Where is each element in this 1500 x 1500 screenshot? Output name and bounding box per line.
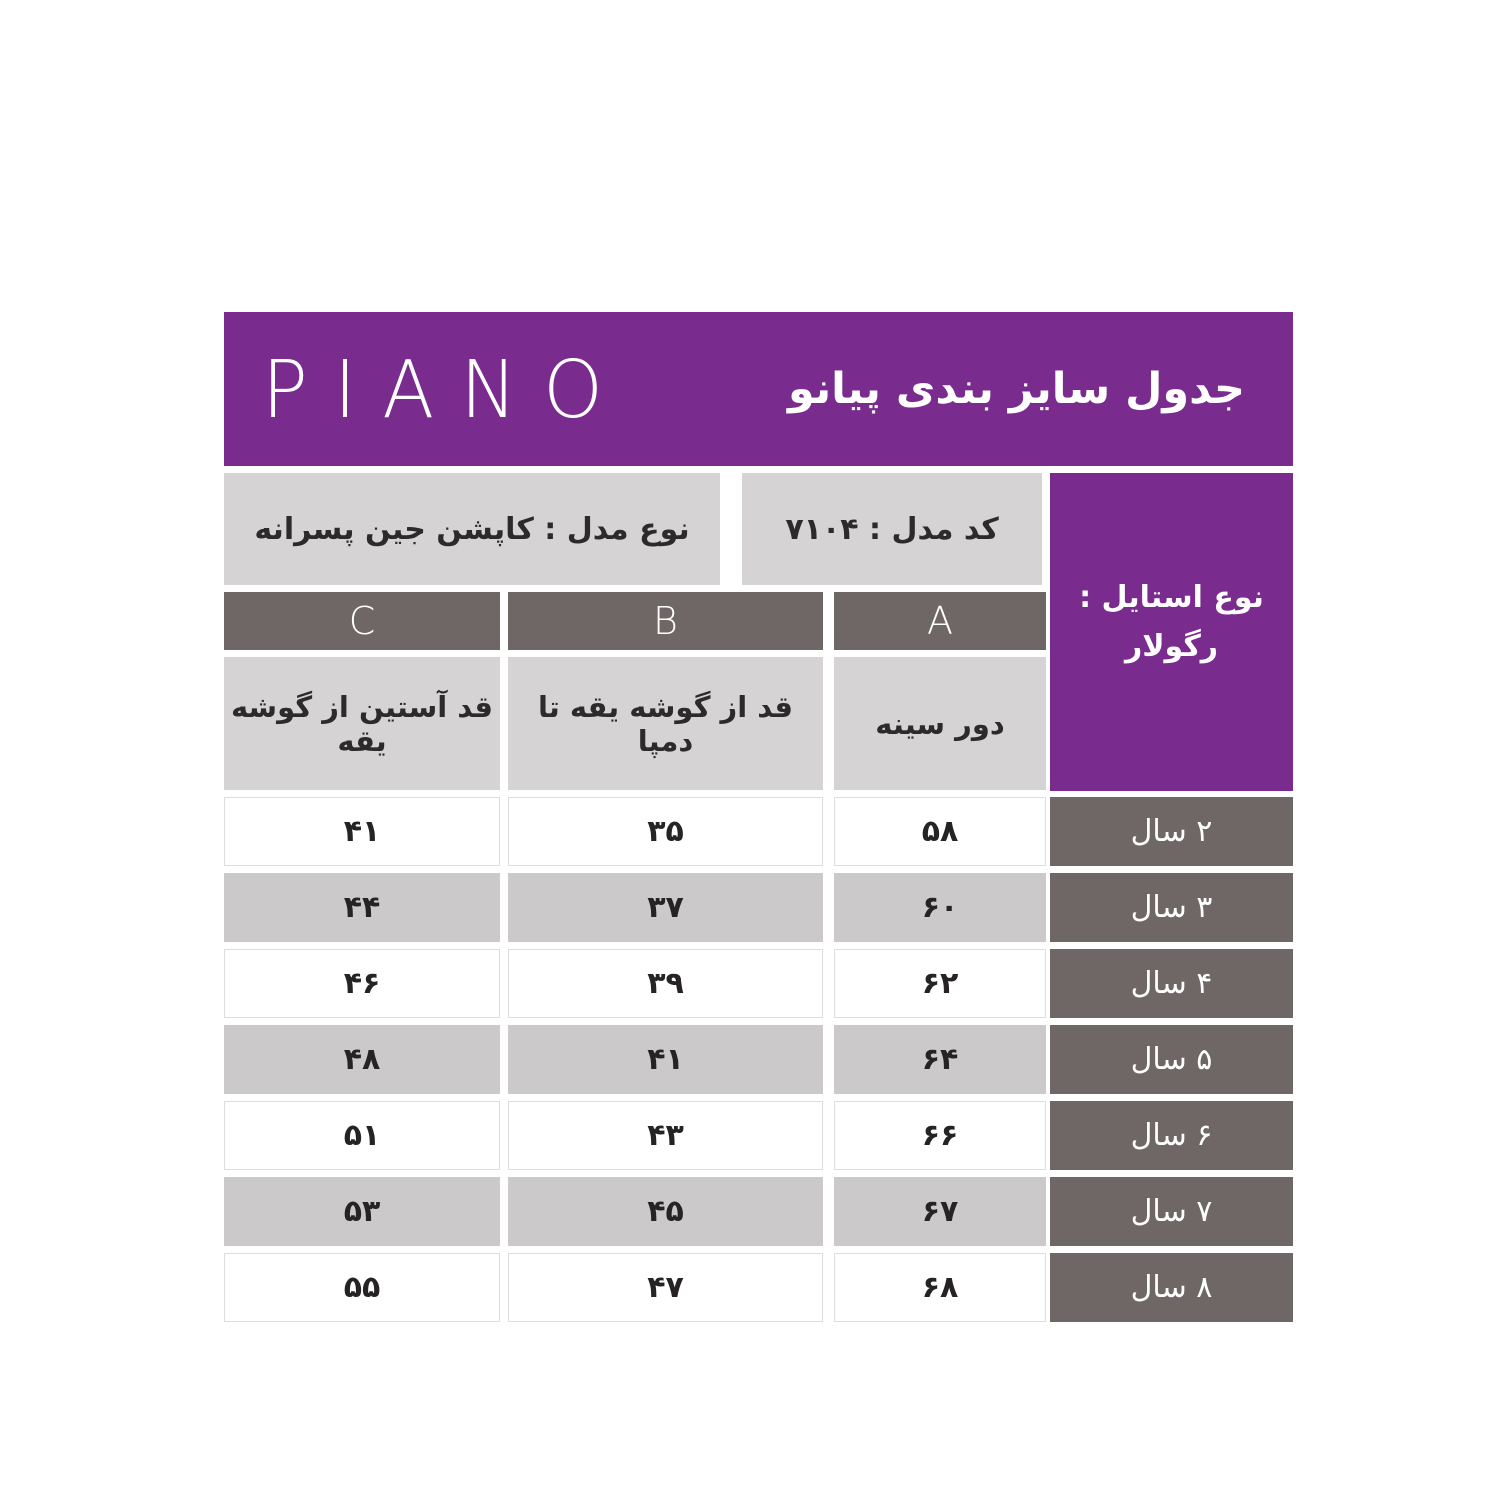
value-cell-b: ۳۹	[508, 949, 823, 1018]
age-row-header: ۳ سال	[1050, 873, 1293, 942]
value-cell-b: ۴۵	[508, 1177, 823, 1246]
brand-logo: PIANO	[262, 342, 629, 436]
age-row-header: ۷ سال	[1050, 1177, 1293, 1246]
age-row-header: ۵ سال	[1050, 1025, 1293, 1094]
value-cell-c: ۵۵	[224, 1253, 500, 1322]
age-row-header: ۶ سال	[1050, 1101, 1293, 1170]
value-cell-b: ۳۵	[508, 797, 823, 866]
value-cell-a: ۶۶	[834, 1101, 1046, 1170]
style-type-value: رگولار	[1124, 629, 1219, 664]
style-type-label: نوع استایل :	[1079, 579, 1264, 615]
value-cell-b: ۴۷	[508, 1253, 823, 1322]
age-row-header: ۴ سال	[1050, 949, 1293, 1018]
model-code-cell: کد مدل : ۷۱۰۴	[742, 473, 1042, 585]
value-cell-c: ۴۱	[224, 797, 500, 866]
style-type-cell	[1050, 473, 1293, 791]
value-cell-a: ۶۲	[834, 949, 1046, 1018]
value-cell-b: ۳۷	[508, 873, 823, 942]
value-cell-c: ۴۸	[224, 1025, 500, 1094]
column-header-b: B	[508, 592, 823, 650]
measure-label-c: قد آستین از گوشه یقه	[224, 657, 500, 790]
value-cell-c: ۴۶	[224, 949, 500, 1018]
value-cell-a: ۶۷	[834, 1177, 1046, 1246]
value-cell-a: ۵۸	[834, 797, 1046, 866]
column-header-a: A	[834, 592, 1046, 650]
value-cell-b: ۴۳	[508, 1101, 823, 1170]
measure-label-a: دور سینه	[834, 657, 1046, 790]
page-title: جدول سایز بندی پیانو	[787, 364, 1245, 414]
measure-label-b: قد از گوشه یقه تا دمپا	[508, 657, 823, 790]
value-cell-c: ۵۱	[224, 1101, 500, 1170]
age-row-header: ۲ سال	[1050, 797, 1293, 866]
value-cell-a: ۶۰	[834, 873, 1046, 942]
value-cell-b: ۴۱	[508, 1025, 823, 1094]
value-cell-a: ۶۴	[834, 1025, 1046, 1094]
value-cell-a: ۶۸	[834, 1253, 1046, 1322]
model-type-cell: نوع مدل : کاپشن جین پسرانه	[224, 473, 720, 585]
header-bar	[224, 312, 1293, 466]
age-row-header: ۸ سال	[1050, 1253, 1293, 1322]
value-cell-c: ۵۳	[224, 1177, 500, 1246]
column-header-c: C	[224, 592, 500, 650]
value-cell-c: ۴۴	[224, 873, 500, 942]
